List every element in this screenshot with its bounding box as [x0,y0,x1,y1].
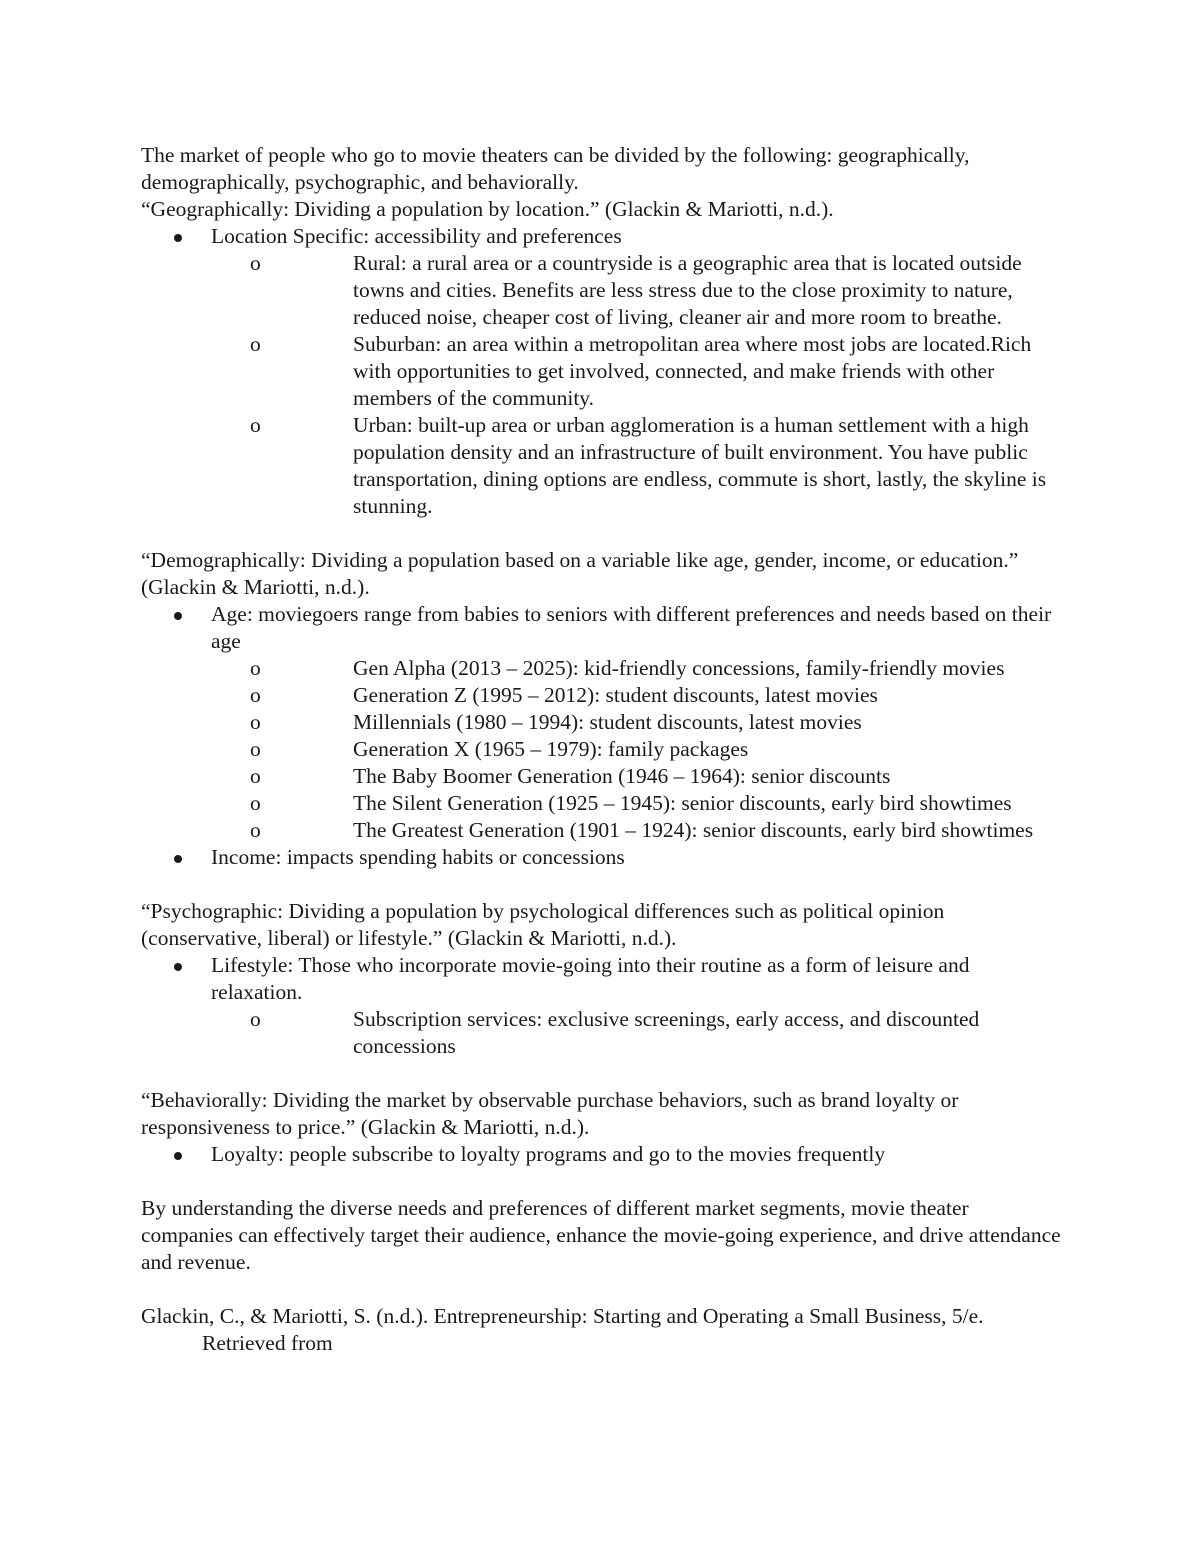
reference-entry: Glackin, C., & Mariotti, S. (n.d.). Entrepreneurship: Starting and Operating a Small Business, 5/e. Retrieved from [141,1304,984,1355]
list-item [141,790,1061,817]
list-item [141,655,1061,682]
list-item [141,844,1061,871]
urban-text: Urban: built-up area or urban agglomeration is a human settlement with a high population density and an infrastructure of built environment. You have public transportation, dining options are endless, commute is short, lastly, the skyline is stunning. [353,413,1047,518]
rural-text: Rural: a rural area or a countryside is a geographic area that is located outside towns and cities. Benefits are less stress due to the close proximity to nature, reduced noise, cheaper cost of living, cleaner air and more room to breathe. [353,251,1022,329]
generation-text: The Silent Generation (1925 – 1945): senior discounts, early bird showtimes [353,791,1012,815]
location-sublist [211,250,1061,520]
suburban-text: Suburban: an area within a metropolitan area where most jobs are located.Rich with opportunities to get involved, connected, and make friends with other members of the community. [353,332,1032,410]
generation-sublist [211,655,1061,844]
circle-bullet-icon: o [250,251,261,275]
circle-bullet-icon: o [250,710,261,734]
document-page [141,142,1061,1357]
generation-text: Gen Alpha (2013 – 2025): kid-friendly concessions, family-friendly movies [353,656,1005,680]
circle-bullet-icon: o [250,656,261,680]
list-item [141,709,1061,736]
circle-bullet-icon: o [250,764,261,788]
spacer [141,1276,1061,1303]
spacer [141,871,1061,898]
spacer [141,520,1061,547]
spacer [141,1168,1061,1195]
generation-text: Generation X (1965 – 1979): family packages [353,737,749,761]
circle-bullet-icon: o [250,818,261,842]
list-item [141,1006,1061,1060]
psychographic-list [141,952,1061,1060]
list-item [141,412,1061,520]
generation-text: Millennials (1980 – 1994): student discounts, latest movies [353,710,862,734]
age-text: Age: moviegoers range from babies to seniors with different preferences and needs based on their age [211,602,1052,653]
bullet-icon [174,234,182,242]
bullet-icon [174,1152,182,1160]
psychographic-definition: “Psychographic: Dividing a population by psychological differences such as political opinion (conservative, liberal) or lifestyle.” (Glackin & Mariotti, n.d.). [141,899,945,950]
generation-text: The Baby Boomer Generation (1946 – 1964): senior discounts [353,764,891,788]
intro-paragraph: The market of people who go to movie theaters can be divided by the following: geographically, demographically, psychographic, and behaviorally. [141,143,970,194]
lifestyle-text: Lifestyle: Those who incorporate movie-going into their routine as a form of leisure and relaxation. [211,953,970,1004]
bullet-icon [174,612,182,620]
geographic-definition: “Geographically: Dividing a population by location.” (Glackin & Mariotti, n.d.). [141,197,834,221]
list-item [141,223,1061,520]
lifestyle-sublist [211,1006,1061,1060]
behavioral-definition: “Behaviorally: Dividing the market by observable purchase behaviors, such as brand loyalty or responsiveness to price.” (Glackin & Mariotti, n.d.). [141,1088,959,1139]
conclusion-paragraph: By understanding the diverse needs and preferences of different market segments, movie theater companies can effectively target their audience, enhance the movie-going experience, and drive attendance and revenue. [141,1196,1061,1274]
demographic-definition: “Demographically: Dividing a population based on a variable like age, gender, income, or education.” (Glackin & Mariotti, n.d.). [141,548,1019,599]
generation-text: The Greatest Generation (1901 – 1924): senior discounts, early bird showtimes [353,818,1034,842]
location-specific-text: Location Specific: accessibility and preferences [211,224,622,248]
list-item [141,1141,1061,1168]
generation-text: Generation Z (1995 – 2012): student discounts, latest movies [353,683,878,707]
bullet-icon [174,855,182,863]
list-item [141,601,1061,844]
demographic-list [141,601,1061,871]
circle-bullet-icon: o [250,683,261,707]
circle-bullet-icon: o [250,791,261,815]
loyalty-text: Loyalty: people subscribe to loyalty programs and go to the movies frequently [211,1142,886,1166]
spacer [141,1060,1061,1087]
income-text: Income: impacts spending habits or concessions [211,845,625,869]
behavioral-list [141,1141,1061,1168]
circle-bullet-icon: o [250,413,261,437]
list-item [141,952,1061,1060]
circle-bullet-icon: o [250,332,261,356]
list-item [141,682,1061,709]
subscription-text: Subscription services: exclusive screenings, early access, and discounted concessions [353,1007,980,1058]
geographic-list [141,223,1061,520]
list-item [141,250,1061,331]
list-item [141,736,1061,763]
bullet-icon [174,963,182,971]
list-item [141,817,1061,844]
circle-bullet-icon: o [250,737,261,761]
list-item [141,331,1061,412]
circle-bullet-icon: o [250,1007,261,1031]
list-item [141,763,1061,790]
